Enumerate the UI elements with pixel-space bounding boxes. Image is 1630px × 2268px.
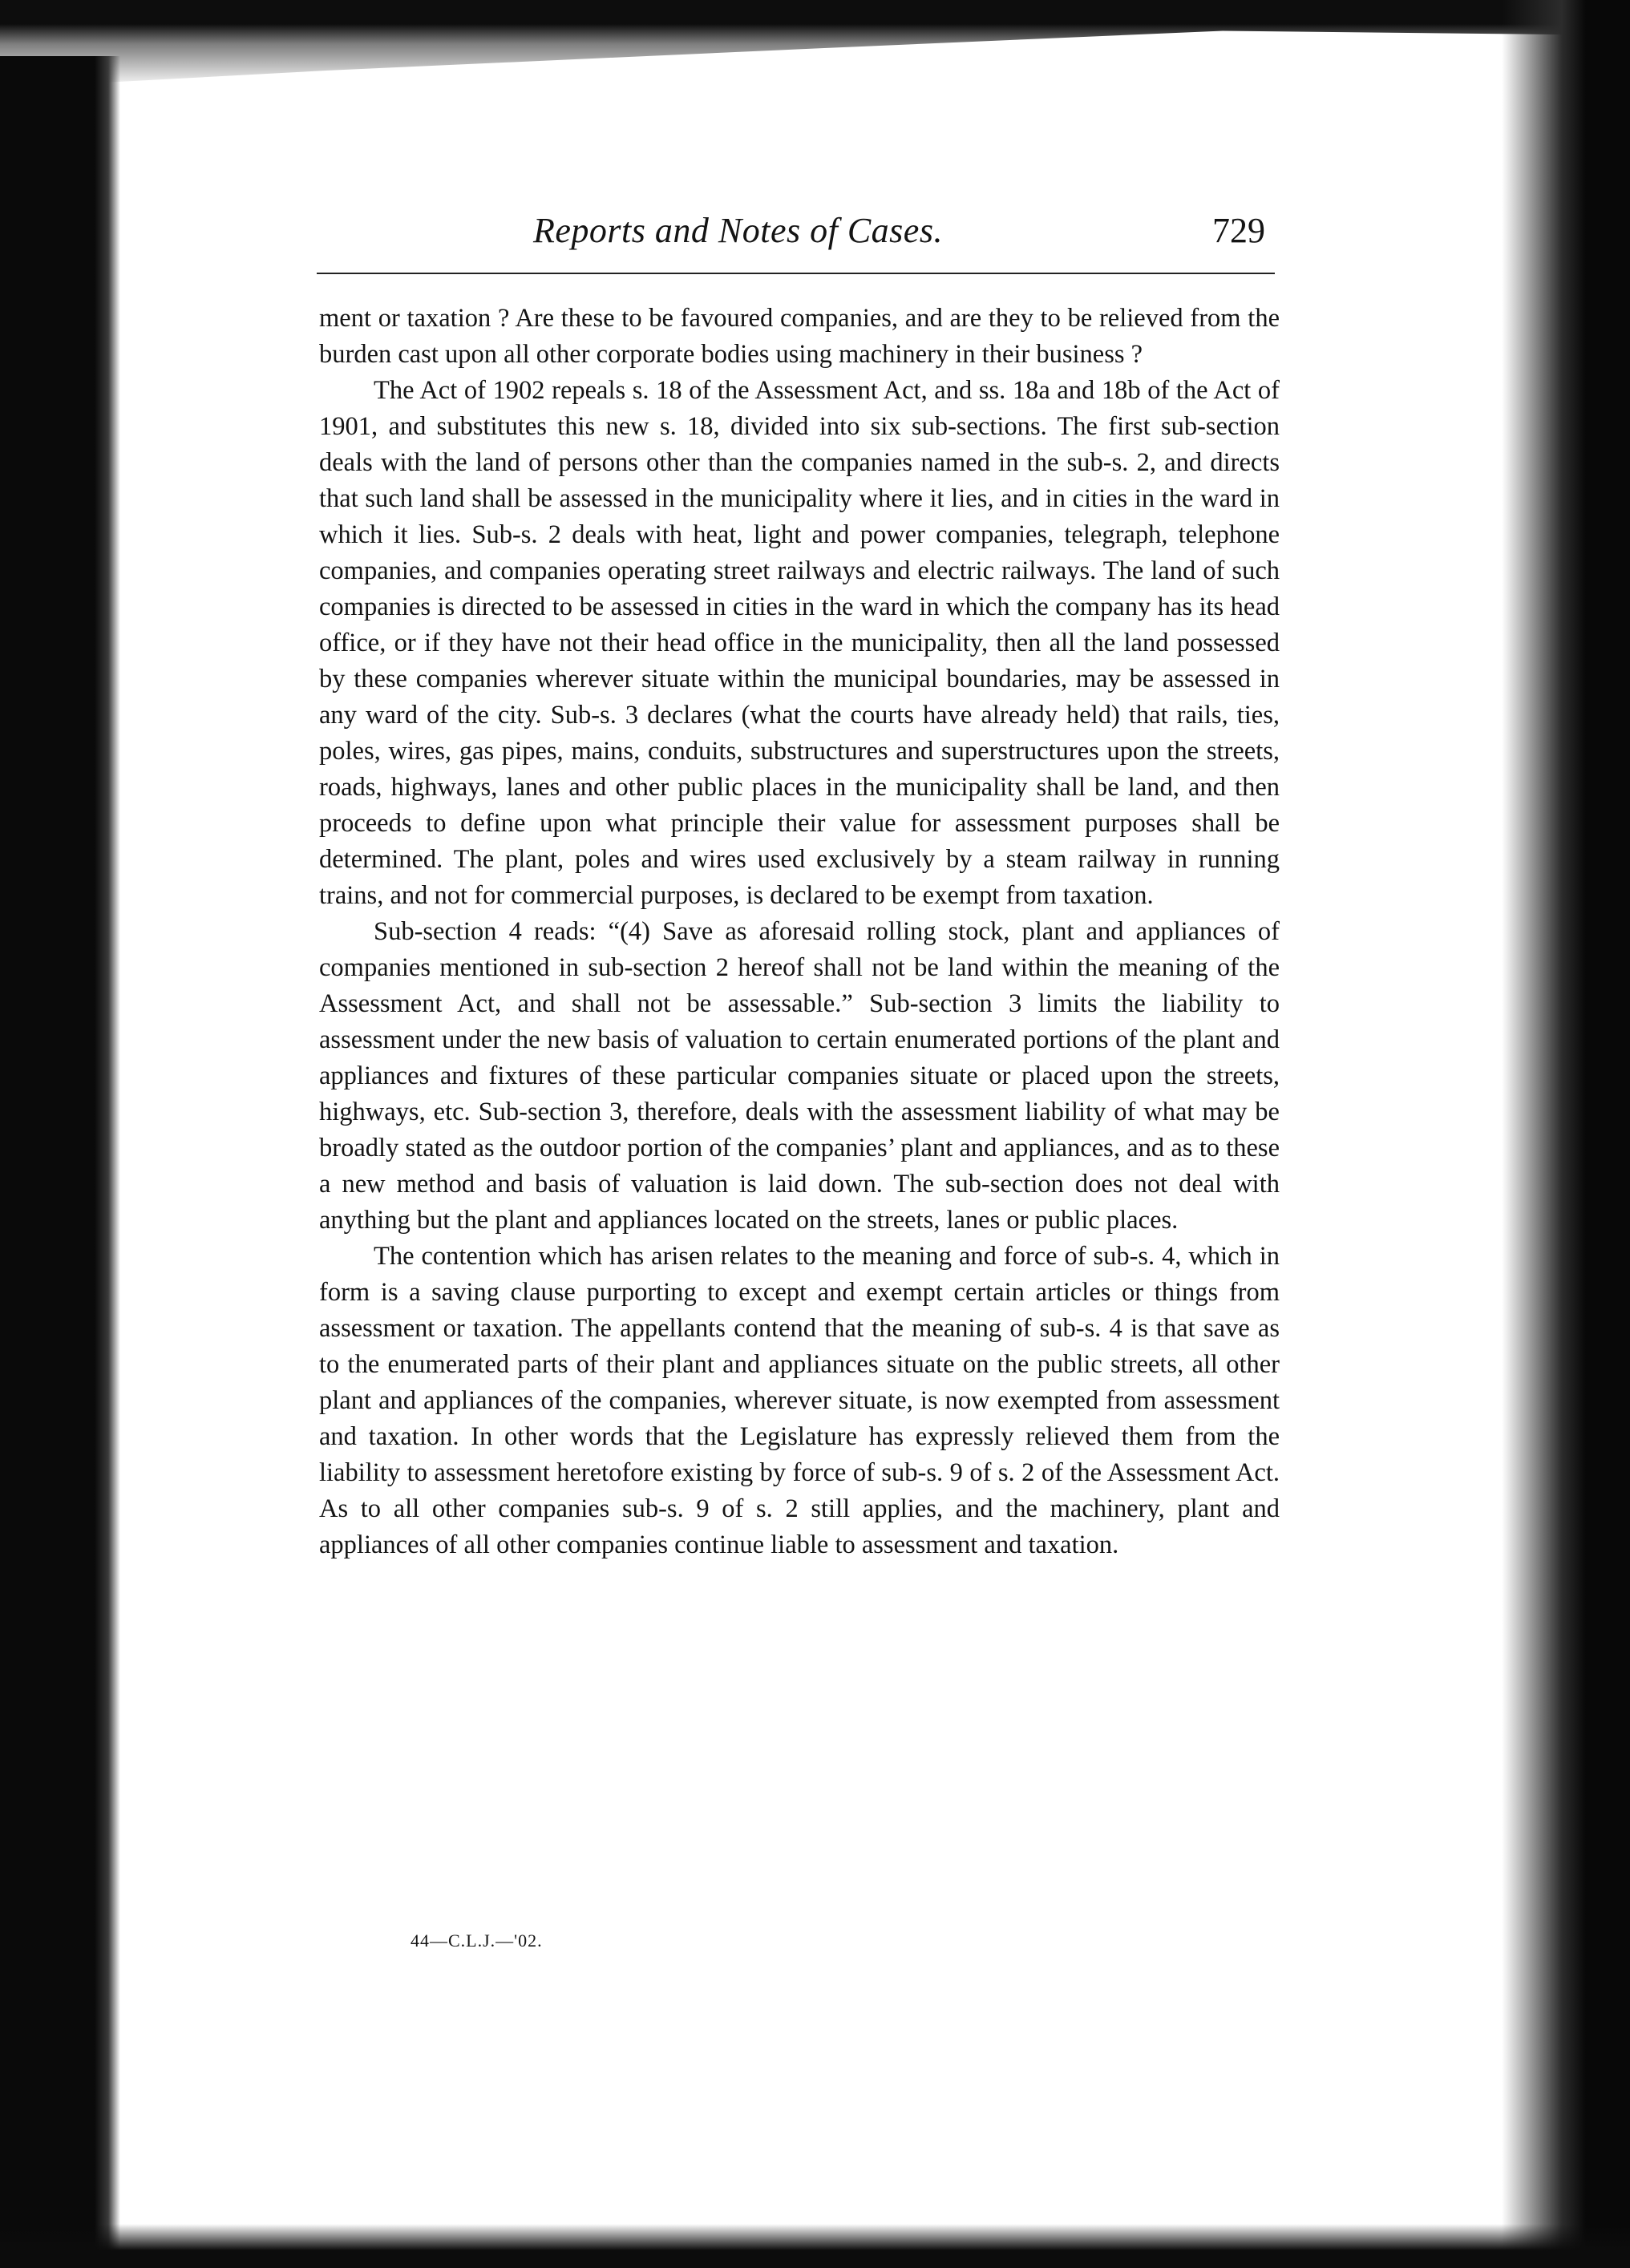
scan-border-left — [0, 56, 120, 2268]
paragraph-2: The Act of 1902 repeals s. 18 of the Assessment Act, and ss. 18a and 18b of the Act of 1901, and substitutes this new s. 18, divided into six sub-sections. The first sub-section deals with the land of persons other than the companies named in the sub-s. 2, and directs that such land shall be assessed in the municipality where it lies, and in cities in the ward in which it lies. Sub-s. 2 deals with heat, light and power companies, telegraph, telephone companies, and companies operating street railways and electric railways. The land of such companies is directed to be assessed in cities in the ward in which the company has its head office, or if they have not their head office in the municipality, then all the land possessed by these companies wherever situate within the municipal boundaries, may be assessed in any ward of the city. Sub-s. 3 declares (what the courts have already held) that rails, ties, poles, wires, gas pipes, mains, conduits, substructures and superstructures upon the streets, roads, highways, lanes and other public places in the municipality shall be land, and then proceeds to define upon what principle their value for assessment purposes shall be determined. The plant, poles and wires used exclusively by a steam railway in running trains, and not for commercial purposes, is declared to be exempt from taxation. — [319, 376, 1280, 910]
header-rule — [317, 273, 1275, 274]
scan-border-top — [0, 0, 1630, 88]
running-title: Reports and Notes of Cases. — [533, 211, 943, 250]
paragraph-1: ment or taxation ? Are these to be favoured companies, and are they to be relieved from the burden cast upon all other corporate bodies using machinery in their business ? — [319, 304, 1280, 369]
running-head — [200, 210, 1265, 266]
signature-mark: 44—C.L.J.—'02. — [411, 1930, 543, 1951]
paragraph-3: Sub-section 4 reads: “(4) Save as aforesaid rolling stock, plant and appliances of companies mentioned in sub-section 2 hereof shall not be land within the meaning of the Assessment Act, and shall not be assessable.” Sub-section 3 limits the liability to assessment under the new basis of valuation to certain enumerated portions of the plant and appliances and fixtures of these particular companies situate or placed upon the streets, highways, etc. Sub-section 3, therefore, deals with the assessment liability of what may be broadly stated as the outdoor portion of the companies’ plant and appliances, and as to these a new method and basis of valuation is laid down. The sub-section does not deal with anything but the plant and appliances located on the streets, lanes or public places. — [319, 917, 1280, 1235]
body-text — [319, 301, 1280, 1563]
page-number: 729 — [1212, 211, 1265, 250]
scan-border-bottom — [0, 2224, 1630, 2268]
scan-border-right — [1502, 0, 1630, 2268]
paragraph-4: The contention which has arisen relates to the meaning and force of sub-s. 4, which in form is a saving clause purporting to except and exempt certain articles or things from assessment or taxation. The appellants contend that the meaning of sub-s. 4 is that save as to the enumerated parts of their plant and appliances situate on the public streets, all other plant and appliances of the companies, wherever situate, is now exempted from assessment and taxation. In other words that the Legislature has expressly relieved them from the liability to assessment heretofore existing by force of sub-s. 9 of s. 2 of the Assessment Act. As to all other companies sub-s. 9 of s. 2 still applies, and the machinery, plant and appliances of all other companies continue liable to assessment and taxation. — [319, 1242, 1280, 1559]
